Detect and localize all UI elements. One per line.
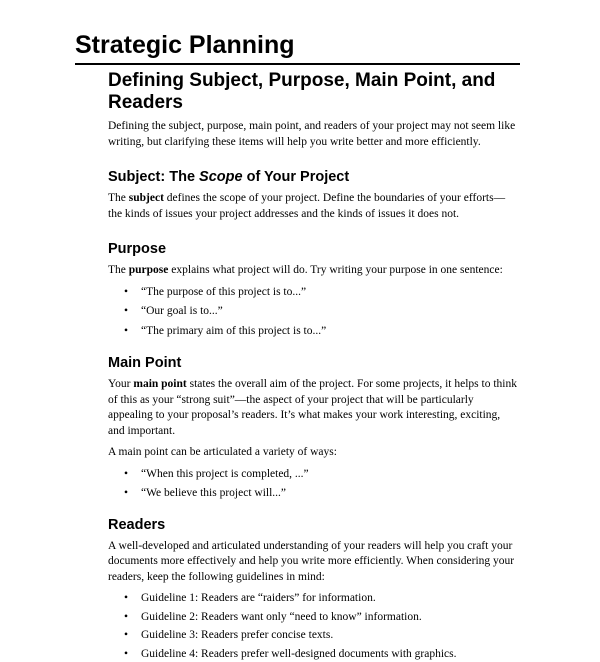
list-item: • Guideline 3: Readers prefer concise texts. — [108, 628, 518, 644]
document-title: Strategic Planning — [75, 31, 294, 59]
bullet-icon: • — [124, 591, 128, 607]
list-item: • “When this project is completed, ...” — [108, 467, 518, 483]
readers-paragraph: A well-developed and articulated understanding of your readers will help you craft your documents more effectively and help you write more efficiently. When considering your readers, keep the following guidelines in mind: — [108, 539, 518, 586]
title-underline — [75, 63, 520, 65]
bullet-icon: • — [124, 467, 128, 483]
purpose-list — [108, 285, 518, 340]
readers-heading: Readers — [108, 517, 518, 534]
list-item: • Guideline 4: Readers prefer well-designed documents with graphics. — [108, 647, 518, 662]
main-point-list — [108, 467, 518, 502]
list-item: • “The primary aim of this project is to...” — [108, 324, 518, 340]
intro-paragraph: Defining the subject, purpose, main point, and readers of your project may not seem like writing, but clarifying these items will help you write better and more efficiently. — [108, 119, 518, 150]
bullet-icon: • — [124, 285, 128, 301]
bullet-icon: • — [124, 304, 128, 320]
list-item: • “The purpose of this project is to...” — [108, 285, 518, 301]
list-item: • Guideline 2: Readers want only “need to know” information. — [108, 610, 518, 626]
bullet-icon: • — [124, 647, 128, 662]
readers-list — [108, 591, 518, 662]
main-heading: Defining Subject, Purpose, Main Point, and Readers — [108, 70, 518, 114]
list-item: • “Our goal is to...” — [108, 304, 518, 320]
bullet-icon: • — [124, 486, 128, 502]
main-point-paragraph: Your main point states the overall aim of the project. For some projects, it helps to think of this as your “strong suit”—the aspect of your project that will be particularly appealing to your proposal’s readers. It’s what makes your work interesting, exciting, and important. — [108, 377, 518, 439]
main-point-paragraph-2: A main point can be articulated a variety of ways: — [108, 445, 518, 461]
main-point-heading: Main Point — [108, 355, 518, 372]
bullet-icon: • — [124, 324, 128, 340]
purpose-heading: Purpose — [108, 241, 518, 258]
bullet-icon: • — [124, 628, 128, 644]
list-item: • Guideline 1: Readers are “raiders” for information. — [108, 591, 518, 607]
subject-heading: Subject: The Scope of Your Project — [108, 169, 518, 186]
purpose-paragraph: The purpose explains what project will do. Try writing your purpose in one sentence: — [108, 263, 518, 279]
subject-paragraph: The subject defines the scope of your project. Define the boundaries of your efforts—the kinds of issues your project addresses and the kinds of issues it does not. — [108, 191, 518, 222]
document-body — [108, 70, 518, 662]
subject-heading-emphasis: Scope — [199, 169, 243, 185]
list-item: • “We believe this project will...” — [108, 486, 518, 502]
bullet-icon: • — [124, 610, 128, 626]
